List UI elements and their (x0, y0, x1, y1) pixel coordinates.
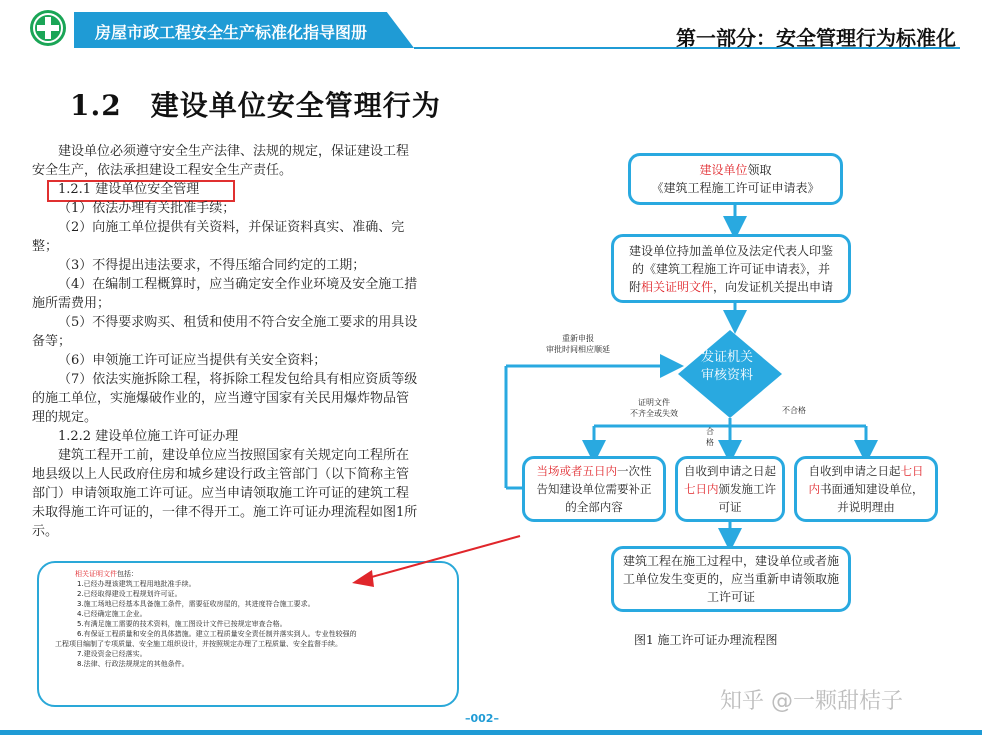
callout-line: 5.有满足施工需要的技术资料，施工图设计文件已按规定审查合格。 (77, 620, 287, 628)
list-item: （6）申领施工许可证应当提供有关安全资料； (58, 353, 327, 368)
list-item: 备等； (32, 334, 72, 349)
list-item: （1）依法办理有关批准手续； (58, 201, 236, 216)
list-item: （5）不得要求购买、租赁和使用不符合安全施工要求的用具设 (58, 315, 418, 330)
list-item: （3）不得提出违法要求，不得压缩合同约定的工期； (58, 258, 366, 273)
callout-line: 6.有保证工程质量和安全的具体措施。建立工程质量安全责任制并落实到人。专业性较强的 (77, 630, 357, 638)
flow-step-notify-correction: 当场或者五日内一次性告知建设单位需要补正的全部内容 (522, 456, 666, 522)
intro-line-2: 安全生产，依法承担建设工程安全生产责任。 (32, 163, 293, 178)
callout-title: 相关证明文件包括： (75, 570, 138, 578)
list-item: 施所需费用； (32, 296, 111, 311)
callout-line: 7.建设资金已经落实。 (77, 650, 147, 658)
label-fail: 不合格 (782, 406, 806, 415)
intro-line-1: 建设单位必须遵守安全生产法律、法规的规定，保证建设工程 (58, 144, 410, 159)
label-resubmit: 重新申报 审批时间相应顺延 (546, 334, 610, 354)
body-line: 地县级以上人民政府住房和城乡建设行政主管部门（以下简称主管 (32, 467, 410, 482)
list-item: 理的规定。 (32, 410, 98, 425)
flow-step-reject-notice: 自收到申请之日起七日内书面通知建设单位，并说明理由 (794, 456, 938, 522)
book-title: 房屋市政工程安全生产标准化指导图册 (95, 23, 368, 42)
callout-line: 4.已经确定施工企业。 (77, 610, 147, 618)
list-item: 的施工单位，实施爆破作业的，应当遵守国家有关民用爆炸物品管 (32, 391, 410, 406)
section-title: 第一部分：安全管理行为标准化 (676, 26, 956, 50)
callout-line: 2.已经取得建设工程规划许可证。 (77, 590, 182, 598)
body-line: 示。 (32, 524, 59, 539)
flow-decision-review: 发证机关 审核资料 (700, 350, 753, 383)
body-line: 部门）申请领取施工许可证。应当申请领取施工许可证的建筑工程 (32, 486, 410, 501)
callout-line: 1.已经办理该建筑工程用地批准手续。 (77, 580, 196, 588)
body-line: 未取得施工许可证的，一律不得开工。施工许可证办理流程如图1所 (32, 505, 418, 520)
figure-caption: 图1 施工许可证办理流程图 (634, 633, 778, 647)
flow-step-issue-permit: 自收到申请之日起七日内颁发施工许可证 (675, 456, 785, 522)
list-item: （2）向施工单位提供有关资料，并保证资料真实、准确、完 (58, 220, 405, 235)
label-incomplete: 证明文件 不齐全或失效 (630, 398, 678, 418)
body-line: 建筑工程开工前，建设单位应当按照国家有关规定向工程所在 (58, 448, 410, 463)
chapter-heading: 1.2 建设单位安全管理行为 (70, 89, 441, 122)
flow-step-reapply-on-change: 建筑工程在施工过程中，建设单位或者施工单位发生变更的，应当重新申请领取施工许可证 (611, 546, 851, 612)
subsection-title-122: 1.2.2 建设单位施工许可证办理 (58, 429, 239, 444)
callout-line: 8.法律、行政法规规定的其他条件。 (77, 660, 189, 668)
list-item: （7）依法实施拆除工程，将拆除工程发包给具有相应资质等级 (58, 372, 418, 387)
list-item: （4）在编制工程概算时，应当确定安全作业环境及安全施工措 (58, 277, 418, 292)
callout-line: 工程项目编制了专项质量、安全施工组织设计，并按照规定办理了工程质量、安全监督手续。 (55, 640, 342, 648)
list-item: 整； (32, 239, 59, 254)
watermark: 知乎 @一颗甜桔子 (720, 689, 903, 714)
page-number: –002– (465, 712, 499, 725)
subsection-title-121: 1.2.1 建设单位安全管理 (58, 182, 200, 197)
flow-step-get-form: 建设单位领取 《建筑工程施工许可证申请表》 (628, 153, 843, 205)
flow-step-submit-application: 建设单位持加盖单位及法定代表人印鉴 的《建筑工程施工许可证申请表》，并 附相关证明文件，向发证机关提出申请 (611, 234, 851, 303)
callout-line: 3.施工场地已经基本具备施工条件，需要征收房屋的，其进度符合施工要求。 (77, 600, 315, 608)
footer-divider (0, 730, 982, 735)
label-pass: 合 格 (706, 427, 714, 447)
